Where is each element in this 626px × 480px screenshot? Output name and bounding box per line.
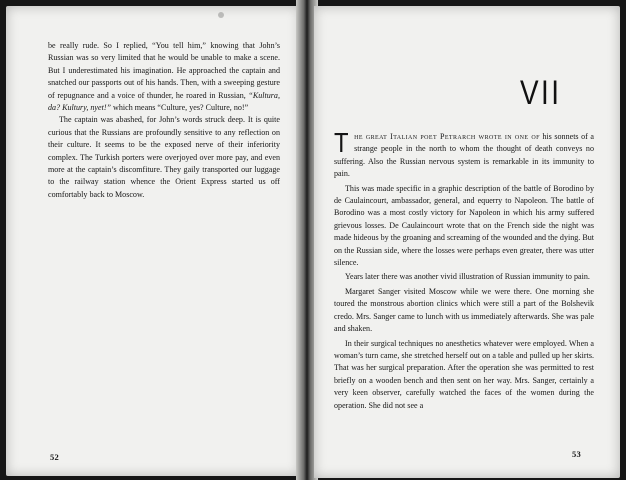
right-paragraph-surgical: In their surgical techniques no anesthetics whatever were employed. When a woman’s turn came, she stretched herself out on a table and pulled up her skirts. That was her surgical preparation. After the operation she was permitted to rest briefly on a wooden bench and then sent on her way. Mrs. Sanger, certainly a very keen observer, carefully watched the faces of the women during the operation. She did not see a bbox=[334, 338, 594, 410]
drop-cap: T bbox=[334, 127, 349, 158]
dust-speck bbox=[218, 12, 224, 18]
right-page bbox=[314, 6, 620, 478]
left-page bbox=[6, 6, 300, 476]
left-paragraph-1-text: be really rude. So I replied, “You tell him,” knowing that John’s Russian was so very limited that he would be unable to make a scene. But I underestimated his imagination. He approached the captain and snatched our passports out of his hands. Then, with a sweeping gesture of repugnance and a voice of thunder, he roared in Russian, bbox=[48, 41, 280, 100]
right-paragraph-sanger: Margaret Sanger visited Moscow while we were there. One morning she toured the monstrous abortion clinics which were still a part of the Bolshevik credo. Mrs. Sanger came to lunch with us immediately afterwards. She was pale and shaken. bbox=[334, 286, 594, 334]
opening-paragraph bbox=[334, 127, 594, 181]
page-number-right: 53 bbox=[572, 449, 582, 459]
opening-text: his sonnets of a strange people in the north to whom the thought of death conveys no suffering. Also the Russian nervous system is remarkable in its immunity to pain. bbox=[334, 132, 594, 179]
russian-quote: “Kultura, da? Kultury, nyet!” bbox=[48, 90, 280, 113]
right-body-text bbox=[334, 127, 594, 412]
right-paragraph-borodino: This was made specific in a graphic description of the battle of Borodino by de Caulaincourt, ambassador, general, and equerry to Napoleon. The battle of Borodino was a most costly victory for Napoleon in which his army suffered grievous losses. De Caulaincourt wrote that on the French side the night was made hideous by the groaning and screaming of the wounded and the dying. But on the Russian side, where the losses were perhaps even greater, there was utter silence. bbox=[334, 183, 594, 268]
page-number-left: 52 bbox=[50, 452, 60, 462]
right-paragraph-years-later: Years later there was another vivid illustration of Russian immunity to pain. bbox=[345, 272, 590, 282]
chapter-number: VII bbox=[520, 74, 562, 112]
left-paragraph-2: The captain was abashed, for John’s words struck deep. It is quite curious that the Russians are profoundly sensitive to any reflection on their culture. It seems to be the exposed nerve of their inferiority complex. The Turkish porters were overjoyed over more pay, and even more at the captain’s discomfiture. They gaily transported our luggage to the railway station whence the Orient Express started us off comfortably back to Moscow. bbox=[48, 115, 280, 199]
opening-smallcaps: he great Italian poet Petrarch wrote in one of bbox=[354, 132, 540, 141]
left-paragraph-1 bbox=[48, 40, 280, 114]
quote-translation: which means “Culture, yes? Culture, no!” bbox=[111, 103, 249, 113]
left-body-text bbox=[48, 40, 280, 201]
